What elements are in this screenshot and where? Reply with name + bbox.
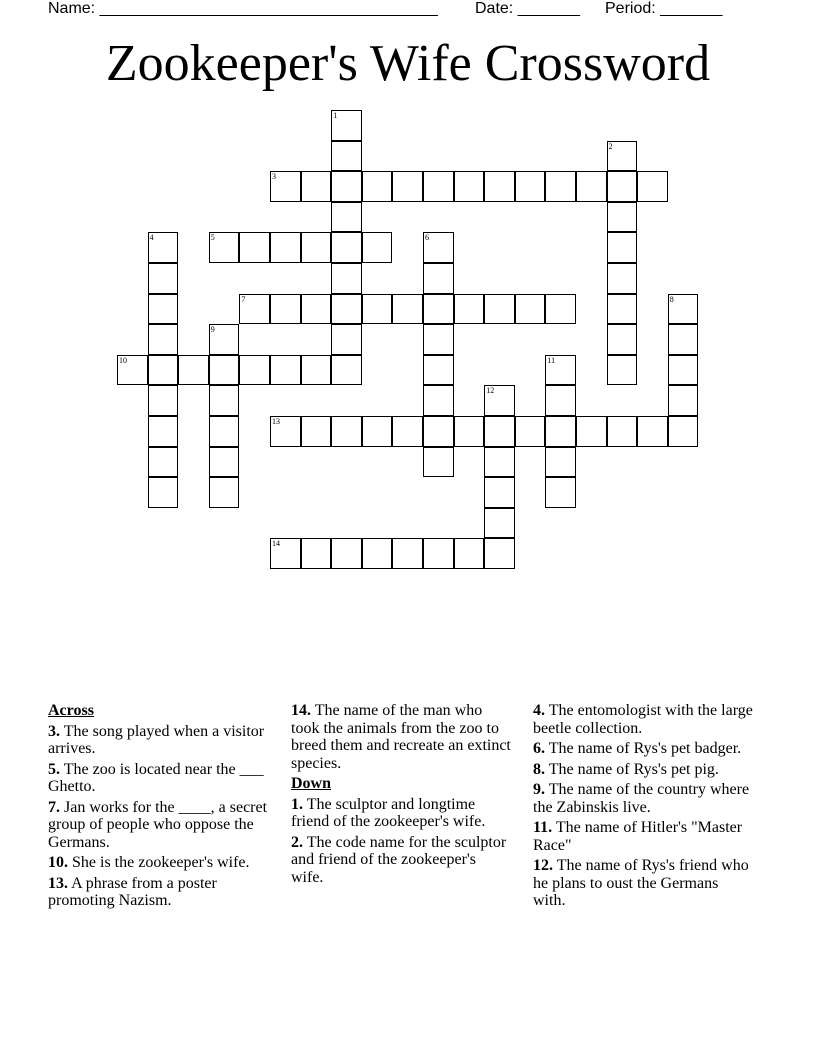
crossword-cell[interactable]: [423, 447, 454, 478]
crossword-cell[interactable]: [148, 416, 179, 447]
crossword-cell[interactable]: [301, 171, 332, 202]
crossword-cell[interactable]: [148, 447, 179, 478]
crossword-cell[interactable]: [484, 508, 515, 539]
crossword-cell[interactable]: [576, 171, 607, 202]
clue-across-7: 7. Jan works for the ____, a secret group of people who oppose the Germans.: [48, 798, 268, 851]
crossword-cell[interactable]: [270, 416, 301, 447]
crossword-cell[interactable]: [423, 263, 454, 294]
crossword-cell[interactable]: [545, 355, 576, 386]
crossword-cell[interactable]: [301, 538, 332, 569]
clue-number-label: 8: [669, 294, 674, 304]
crossword-cell[interactable]: [392, 171, 423, 202]
crossword-cell[interactable]: [545, 477, 576, 508]
crossword-cell[interactable]: [668, 324, 699, 355]
clue-down-11: 11. The name of Hitler's "Master Race": [533, 819, 743, 854]
crossword-cell[interactable]: [239, 294, 270, 325]
crossword-cell[interactable]: [148, 324, 179, 355]
crossword-cell[interactable]: [423, 355, 454, 386]
crossword-cell[interactable]: [545, 171, 576, 202]
crossword-cell[interactable]: [484, 385, 515, 416]
crossword-cell[interactable]: [331, 141, 362, 172]
clue-number-label: 12: [486, 386, 495, 396]
clue-down-2: 2. The code name for the sculptor and friend of the zookeeper's wife.: [291, 833, 507, 886]
crossword-cell[interactable]: [454, 538, 485, 569]
crossword-cell[interactable]: [178, 355, 209, 386]
crossword-cell[interactable]: [331, 355, 362, 386]
crossword-cell[interactable]: [270, 294, 301, 325]
clue-down-9: 9. The name of the country where the Zabinskis live.: [533, 781, 750, 816]
clues-column-1: [48, 702, 268, 913]
crossword-cell[interactable]: [545, 385, 576, 416]
crossword-cell[interactable]: [454, 416, 485, 447]
crossword-cell[interactable]: [607, 324, 638, 355]
crossword-cell[interactable]: [607, 171, 638, 202]
crossword-cell[interactable]: [637, 416, 668, 447]
crossword-cell[interactable]: [331, 171, 362, 202]
clue-number-label: 6: [425, 233, 429, 243]
clue-down-12: 12. The name of Rys's friend who he plans to oust the Germans with.: [533, 857, 749, 909]
clue-across-3: 3. The song played when a visitor arrives.: [48, 722, 265, 757]
crossword-cell[interactable]: [392, 294, 423, 325]
clue-number-label: 1: [333, 111, 338, 120]
crossword-cell[interactable]: [239, 355, 270, 386]
crossword-cell[interactable]: [423, 416, 454, 447]
clue-number-label: 11: [547, 355, 556, 365]
clues-column-2: [291, 702, 511, 889]
crossword-cell[interactable]: [331, 263, 362, 294]
crossword-cell[interactable]: [423, 538, 454, 569]
crossword-cell[interactable]: [331, 324, 362, 355]
clues-column-3: [533, 702, 753, 913]
crossword-cell[interactable]: [423, 294, 454, 325]
crossword-cell[interactable]: [454, 294, 485, 325]
crossword-cell[interactable]: [484, 538, 515, 569]
clue-number-label: 9: [210, 325, 215, 335]
crossword-cell[interactable]: [148, 263, 179, 294]
crossword-cell[interactable]: [484, 294, 515, 325]
date-field-label[interactable]: Date: _______: [475, 0, 580, 17]
crossword-cell[interactable]: [576, 416, 607, 447]
crossword-cell[interactable]: [331, 110, 362, 141]
crossword-cell[interactable]: [301, 232, 332, 263]
crossword-cell[interactable]: [148, 477, 179, 508]
crossword-cell[interactable]: [484, 416, 515, 447]
clue-across-13: 13. A phrase from a poster promoting Nazism.: [48, 874, 217, 909]
crossword-cell[interactable]: [637, 171, 668, 202]
crossword-cell[interactable]: [209, 385, 240, 416]
crossword-cell[interactable]: [209, 477, 240, 508]
crossword-cell[interactable]: [331, 202, 362, 233]
clue-down-4: 4. The entomologist with the large beetle collection.: [533, 702, 753, 737]
crossword-cell[interactable]: [515, 416, 546, 447]
crossword-cell[interactable]: [484, 447, 515, 478]
page-title: Zookeeper's Wife Crossword: [105, 35, 711, 92]
clue-number-label: 7: [241, 294, 246, 304]
crossword-cell[interactable]: [331, 416, 362, 447]
down-heading: Down: [291, 775, 332, 792]
crossword-cell[interactable]: [270, 171, 301, 202]
crossword-cell[interactable]: [362, 416, 393, 447]
crossword-cell[interactable]: [270, 232, 301, 263]
crossword-cell[interactable]: [209, 416, 240, 447]
clue-number-label: 4: [149, 233, 154, 243]
crossword-cell[interactable]: [209, 447, 240, 478]
crossword-cell[interactable]: [607, 355, 638, 386]
crossword-cell[interactable]: [239, 232, 270, 263]
crossword-cell[interactable]: [668, 416, 699, 447]
crossword-cell[interactable]: [423, 171, 454, 202]
crossword-cell[interactable]: [423, 232, 454, 263]
crossword-cell[interactable]: [607, 202, 638, 233]
crossword-cell[interactable]: [392, 538, 423, 569]
crossword-cell[interactable]: [209, 324, 240, 355]
crossword-cell[interactable]: [117, 355, 148, 386]
clue-across-14: 14. The name of the man who took the animals from the zoo to breed them and recreate an extinct species.: [291, 702, 511, 772]
crossword-cell[interactable]: [515, 171, 546, 202]
clue-number-label: 2: [608, 141, 613, 151]
crossword-cell[interactable]: [607, 141, 638, 172]
crossword-cell[interactable]: [301, 416, 332, 447]
crossword-cell[interactable]: [484, 477, 515, 508]
crossword-cell[interactable]: [668, 355, 699, 386]
crossword-cell[interactable]: [545, 294, 576, 325]
crossword-cell[interactable]: [270, 355, 301, 386]
crossword-cell[interactable]: [607, 294, 638, 325]
crossword-cell[interactable]: [301, 355, 332, 386]
crossword-cell[interactable]: [423, 324, 454, 355]
crossword-cell[interactable]: [423, 385, 454, 416]
clue-across-10: 10. She is the zookeeper's wife.: [48, 854, 250, 871]
crossword-cell[interactable]: [545, 416, 576, 447]
crossword-cell[interactable]: [148, 232, 179, 263]
crossword-cell[interactable]: [515, 294, 546, 325]
clue-number-label: 14: [272, 539, 280, 549]
crossword-cell[interactable]: [484, 171, 515, 202]
crossword-cell[interactable]: [392, 416, 423, 447]
clue-number-label: 3: [272, 172, 276, 182]
crossword-cell[interactable]: [607, 232, 638, 263]
clue-across-5: 5. The zoo is located near the ___ Ghetto.: [48, 760, 264, 795]
clue-number-label: 5: [210, 233, 215, 243]
clue-number-label: 13: [272, 417, 280, 426]
name-field-label[interactable]: Name: ______________________________________: [48, 0, 438, 17]
crossword-cell[interactable]: [545, 447, 576, 478]
clue-number-label: 10: [119, 355, 127, 365]
crossword-cell[interactable]: [209, 232, 240, 263]
crossword-cell[interactable]: [301, 294, 332, 325]
crossword-cell[interactable]: [331, 232, 362, 263]
crossword-cell[interactable]: [362, 538, 393, 569]
crossword-cell[interactable]: [668, 385, 699, 416]
crossword-cell[interactable]: [668, 294, 699, 325]
clue-down-1: 1. The sculptor and longtime friend of the zookeeper's wife.: [291, 795, 486, 830]
crossword-cell[interactable]: [362, 232, 393, 263]
crossword-cell[interactable]: [148, 385, 179, 416]
crossword-cell[interactable]: [362, 294, 393, 325]
crossword-cell[interactable]: [270, 538, 301, 569]
crossword-cell[interactable]: [148, 355, 179, 386]
crossword-cell[interactable]: [607, 416, 638, 447]
crossword-cell[interactable]: [607, 263, 638, 294]
period-field-label[interactable]: Period: _______: [605, 0, 723, 17]
crossword-cell[interactable]: [331, 538, 362, 569]
clue-down-6: 6. The name of Rys's pet badger.: [533, 740, 742, 757]
crossword-cell[interactable]: [454, 171, 485, 202]
crossword-cell[interactable]: [331, 294, 362, 325]
across-heading: Across: [48, 702, 94, 719]
crossword-cell[interactable]: [209, 355, 240, 386]
crossword-cell[interactable]: [362, 171, 393, 202]
clue-down-8: 8. The name of Rys's pet pig.: [533, 760, 719, 778]
crossword-cell[interactable]: [148, 294, 179, 325]
